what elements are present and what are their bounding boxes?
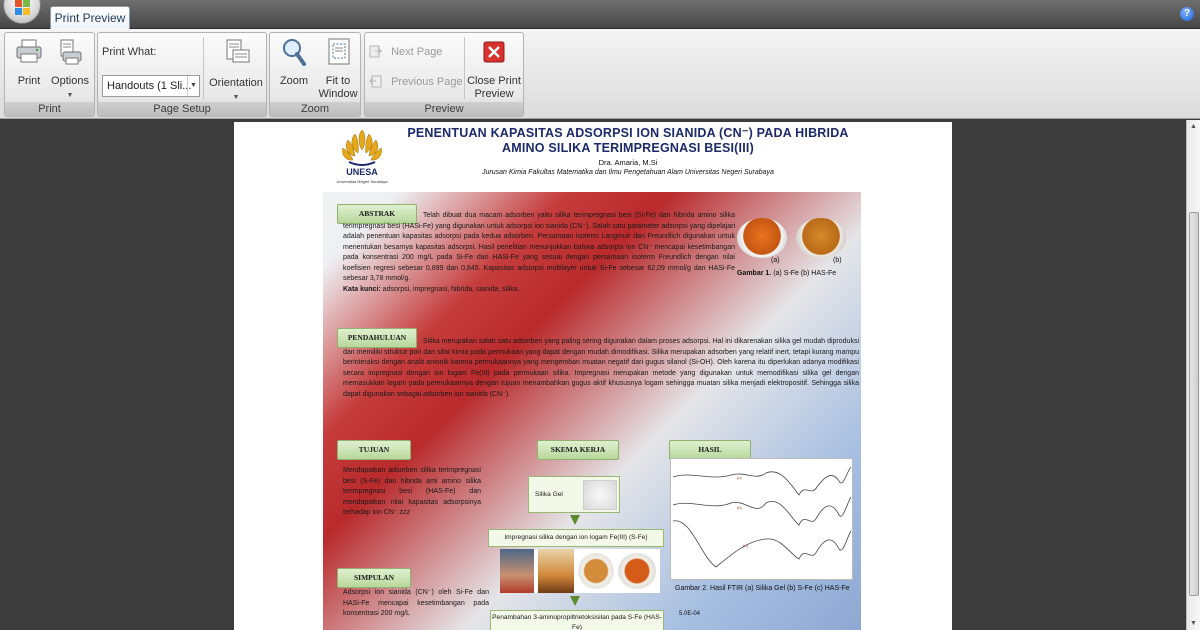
figure1-caption-bold: Gambar 1. [737,270,772,277]
skema-box-silika-gel [528,476,620,513]
close-label-line2: Preview [474,88,514,100]
lab-photo-3 [578,553,614,589]
zoom-group-label: Zoom [270,102,360,116]
office-logo-icon [15,0,31,16]
silika-gel-image [583,480,617,510]
skema-box1-label: Silika Gel [535,491,563,498]
poster-affiliation: Jurusan Kimia Fakultas Matematika dan Ilmu Pengetahuan Alam Universitas Negeri Surabaya [482,169,774,176]
poster-author: Dra. Amaria, M.Si [598,158,658,167]
sample-a-image [737,218,787,258]
orientation-button-label: Orientation [209,77,263,89]
ftir-spectrum-image [670,458,853,580]
poster-title-line1: PENENTUAN KAPASITAS ADSORPSI ION SIANIDA (CN⁻) PADA HIBRIDA [407,126,849,140]
fit-to-window-icon [326,38,352,66]
sample-b-label: (b) [833,257,842,264]
zoom-group [269,32,361,117]
lab-photo-1 [500,549,534,593]
print-group [4,32,95,117]
tujuan-text: Mendapatkan adsorben silika terimpregnasi besi (S-Fe) dan hibrida ami amino silika terimpregnasi besi (HAS-Fe) dan mendapatkan nilai kapasitas adsorpsinya terhadap ion CN⁻.zzz [343,467,481,516]
print-group-label: Print [5,102,94,116]
poster-title [395,126,861,156]
impregnasi-photo-strip [500,549,660,593]
figure1-caption [737,270,861,277]
office-button[interactable] [3,0,41,24]
fit-to-window-button[interactable] [316,37,360,99]
next-page-button[interactable] [369,45,465,61]
sample-a-label: (a) [771,257,780,264]
simpulan-text: Adsorpsi ion sianida (CN⁻) oleh Si-Fe dan HASi-Fe mencapai kesetimbangan pada konsentrasi 200 mg/L [343,589,489,617]
preview-group [364,32,524,117]
logo-text: UNESA [346,167,378,177]
print-button-label: Print [17,75,41,87]
ribbon [0,29,1200,119]
fit-to-window-label-line1: Fit to [325,75,351,87]
options-button-label: Options [51,75,89,87]
previous-page-icon [369,75,382,88]
arrow-down-icon [570,515,580,525]
print-what-value: Handouts (1 Sli... [107,80,192,92]
page-setup-group-label: Page Setup [98,102,266,116]
fit-to-window-label-line2: Window [318,88,358,100]
orientation-icon [224,39,250,67]
print-button[interactable] [10,37,48,87]
vertical-scrollbar[interactable] [1186,120,1200,630]
skema-heading: SKEMA KERJA [537,440,619,460]
logo-subtext: Universitas Negeri Surabaya [336,179,388,184]
figure1-caption-text: (a) S-Fe (b) HAS-Fe [771,270,837,277]
poster-slide [323,122,861,630]
lab-photo-2 [538,549,574,593]
zoom-button[interactable] [274,37,314,87]
svg-text:(b): (b) [737,505,742,510]
zoom-button-label: Zoom [279,75,309,87]
keywords-text: adsorpsi, impregnasi, hibrida, sianida, silika. [380,285,520,293]
figure3-axis-label: 5.0E-04 [679,611,701,617]
scroll-down-icon[interactable]: ▼ [1190,620,1197,627]
sample-b-image [796,218,846,258]
options-button[interactable] [49,37,91,99]
close-icon [483,41,505,63]
tab-print-preview[interactable]: Print Preview [50,6,130,30]
lab-photo-4 [618,553,656,589]
previous-page-button[interactable] [369,75,465,91]
print-what-label: Print What: [102,46,157,58]
ftir-plot [671,459,854,581]
close-label-line1: Close Print [467,75,521,87]
previous-page-label: Previous Page [391,76,463,88]
hasil-heading: HASIL [669,440,751,460]
next-page-icon [369,45,382,58]
scroll-up-icon[interactable]: ▲ [1190,123,1197,130]
chevron-down-icon: ▼ [187,76,199,96]
poster-title-line2: AMINO SILIKA TERIMPREGNASI BESI(III) [502,141,754,155]
skema-box-impregnasi: Impregnasi silika dengan ion logam Fe(III) (S-Fe) [488,529,664,547]
tujuan-heading: TUJUAN [337,440,411,460]
title-bar [0,0,1200,29]
svg-text:(a): (a) [743,543,748,548]
chevron-down-icon: ▼ [66,92,74,99]
simpulan-heading: SIMPULAN [337,568,411,588]
page-setup-group [97,32,267,117]
print-what-dropdown[interactable] [102,75,200,97]
keywords-label: Kata kunci: [343,285,381,293]
preview-group-label: Preview [365,102,523,116]
figure2-caption: Gambar 2. Hasil FTIR (a) Silika Gel (b) S-Fe (c) HAS-Fe [675,585,850,592]
help-icon[interactable]: ? [1180,7,1194,21]
pendahuluan-text: Silika merupakan salah satu adsorben yang paling sering digunakan dalam proses adsorpsi. Hal ini dikarenakan silika gel mudah diproduksi dan memiliki struktur pori dan sifat kimia pada permukaan yang dapat dengan mudah dimodifikasi. Silika merupakan adsorben yang relatif inert, tetapi kurang mampu berinteraksi dengan analit anionik karena permukaannya yang mengemban muatan negatif dari gugus silanol (Si-OH). Oleh karena itu diperlukan adanya modifikasi secara impregnasi dengan ion logam Fe(III) pada permukaan silika. Impregnasi merupakan metode yang digunakan untuk memodifikasi silika gel dengan memasukkan logam pada permukaannya dengan tujuan menambahkan gugus aktif khususnya logam sehingga muatan silika menjadi elektropositif. Sehingga silika dapat digunakan sebagai adsorben ion sianida (CN⁻). [343,338,859,398]
group-divider [203,37,204,99]
print-options-icon [57,39,83,65]
abstrak-text [343,211,735,295]
svg-text:(c): (c) [737,475,742,480]
arrow-down-icon [570,596,580,606]
abstrak-body: Telah dibuat dua macam adsorben yaitu silika terimpregnasi besi (Si-Fe) dan hibrida amino silika terimpregnasi besi (HASi-Fe) yang digunakan untuk adsorpsi ion sianida (CN⁻). Salah satu parameter adsorpsi yang dipelajari adalah penentuan kapasitas adsorpsi pada kedua adsorben. Persamaan isoterm Langmuir dan Freundlich digunakan untuk menentukan besarnya kapasitas adsorpsi. Hasil penelitian menunjukkan bahwa adsorpsi ion CN⁻ mencapai kesetimbangan pada konsentrasi 200 mg/L pada Si-Fe dan HASi-Fe yang sesuai dengan persamaan isoterm Freundlich dengan nilai koefisien regresi sebesar 0,899 dan 0,845. Kapasitas adsorpsi multilayer untuk Si-Fe sebesar 62,09 mmol/g dan HASi-Fe sebesar 3,78 mmol/g. [343,212,735,282]
next-page-label: Next Page [391,46,443,58]
skema-box-penambahan: Penambahan 3-aminopropiltrietoksisilan pada S-Fe (HAS-Fe) [490,610,664,630]
pendahuluan-heading: PENDAHULUAN [337,328,417,348]
orientation-button[interactable] [206,37,266,99]
chevron-down-icon: ▼ [232,94,240,101]
magnifier-icon [282,38,306,66]
scrollbar-thumb[interactable] [1189,212,1199,596]
abstrak-heading: ABSTRAK [337,204,417,224]
printer-icon [16,39,42,63]
close-print-preview-button[interactable] [465,37,523,99]
